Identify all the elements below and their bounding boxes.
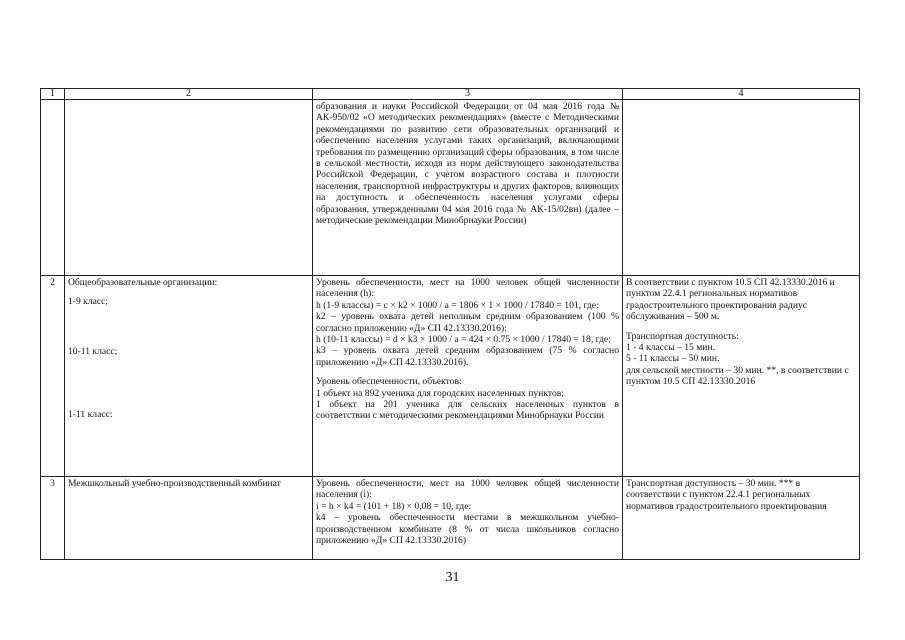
- indicator-text: Уровень обеспеченности, мест на 1000 человек общей численности населения (h):: [316, 277, 619, 300]
- row-indicator: [313, 477, 623, 560]
- page-number: 31: [445, 570, 460, 585]
- row-accessibility: [623, 100, 860, 276]
- row-number: 2: [41, 276, 65, 477]
- indicator-text: Уровень обеспеченности, мест на 1000 человек общей численности населения (i):: [316, 478, 619, 501]
- row-object: [65, 100, 313, 276]
- object-grade-1-11: 1-11 класс:: [68, 409, 113, 421]
- header-col-2: 2: [65, 89, 313, 100]
- accessibility-text: Транспортная доступность:: [626, 330, 739, 342]
- header-col-3: 3: [313, 89, 623, 100]
- table-row: [41, 100, 860, 276]
- row-indicator: [313, 276, 623, 477]
- object-grade-1-9: 1-9 класс;: [68, 296, 109, 308]
- table-row: [41, 276, 860, 477]
- object-title: Общеобразовательные организации:: [68, 277, 218, 288]
- row-number: [41, 100, 65, 276]
- table-header-row: [41, 89, 860, 100]
- indicator-text: k2 – уровень охвата детей неполным средним образованием (100 % согласно приложению «Д» СП 42.13330.2016):: [316, 311, 619, 334]
- indicator-text: k3 – уровень охвата детей средним образованием (75 % согласно приложению «Д» СП 42.13330.2016).: [316, 345, 619, 368]
- row-number: 3: [41, 477, 65, 560]
- norms-table: [40, 88, 860, 560]
- indicator-text: i = h × k4 = (101 + 18) × 0,08 = 10, где:: [316, 500, 472, 512]
- row-accessibility: Транспортная доступность – 30 мин. *** в соответствии с пунктом 22.4.1 региональных нормативов градостроительного проектирования: [623, 477, 860, 560]
- object-grade-10-11: 10-11 класс;: [68, 345, 118, 357]
- indicator-text: 1 объект на 892 ученика для городских населенных пунктов;: [316, 387, 564, 399]
- accessibility-text: В соответствии с пунктом 10.5 СП 42.13330.2016 и пунктом 22.4.1 региональных нормативов градостроительного проектирования радиус обслуживания – 500 м.: [626, 277, 835, 323]
- row-object: [65, 276, 313, 477]
- accessibility-text: для сельской местности – 30 мин. **, в соответствии с пунктом 10.5 СП 42.13330.2016: [626, 364, 849, 388]
- indicator-text: h (1-9 классы) = c × k2 × 1000 / a = 1806 × 1 × 1000 / 17840 = 101, где:: [316, 299, 599, 311]
- row-indicator: образования и науки Российской Федерации от 04 мая 2016 года № АК-950/02 «О методических рекомендациях» (вместе с Методическими рекомендациями по развитию сети образовательных организаций и обеспечению населения услугами таких организаций, включающими требования по размещению организаций сферы образования, в том числе в сельской местности, исходя из норм действующего законодательства Российской Федерации, с учетом возрастного состава и плотности населения, транспортной инфраструктуры и других факторов, влияющих на доступность и обеспеченность населения услугами сферы образования, утвержденными 04 мая 2016 года № АК-15/02вн) (далее – методические рекомендации Минобрнауки России): [313, 100, 623, 276]
- indicator-text: k4 – уровень обеспеченности местами в межшкольном учебно-производственном комбинате (8 % от числа школьников согласно приложению «Д» СП 42.13330.2016): [316, 512, 619, 547]
- indicator-text: Уровень обеспеченности, объектов:: [316, 376, 462, 388]
- header-col-1: 1: [41, 89, 65, 100]
- table-row: [41, 477, 860, 560]
- accessibility-text: 1 - 4 классы – 15 мин.: [626, 342, 715, 354]
- row-accessibility: [623, 276, 860, 477]
- row-object: Межшкольный учебно-производственный комбинат: [65, 477, 313, 560]
- indicator-text: h (10-11 классы) = d × k3 × 1000 / a = 424 × 0.75 × 1000 / 17840 = 18, где:: [316, 334, 611, 346]
- accessibility-text: 5 - 11 классы – 50 мин.: [626, 353, 720, 365]
- indicator-text: 1 объект на 201 ученика для сельских населенных пунктов в соответствии с методическими рекомендациями Минобрнауки России: [316, 399, 619, 422]
- header-col-4: 4: [623, 89, 860, 100]
